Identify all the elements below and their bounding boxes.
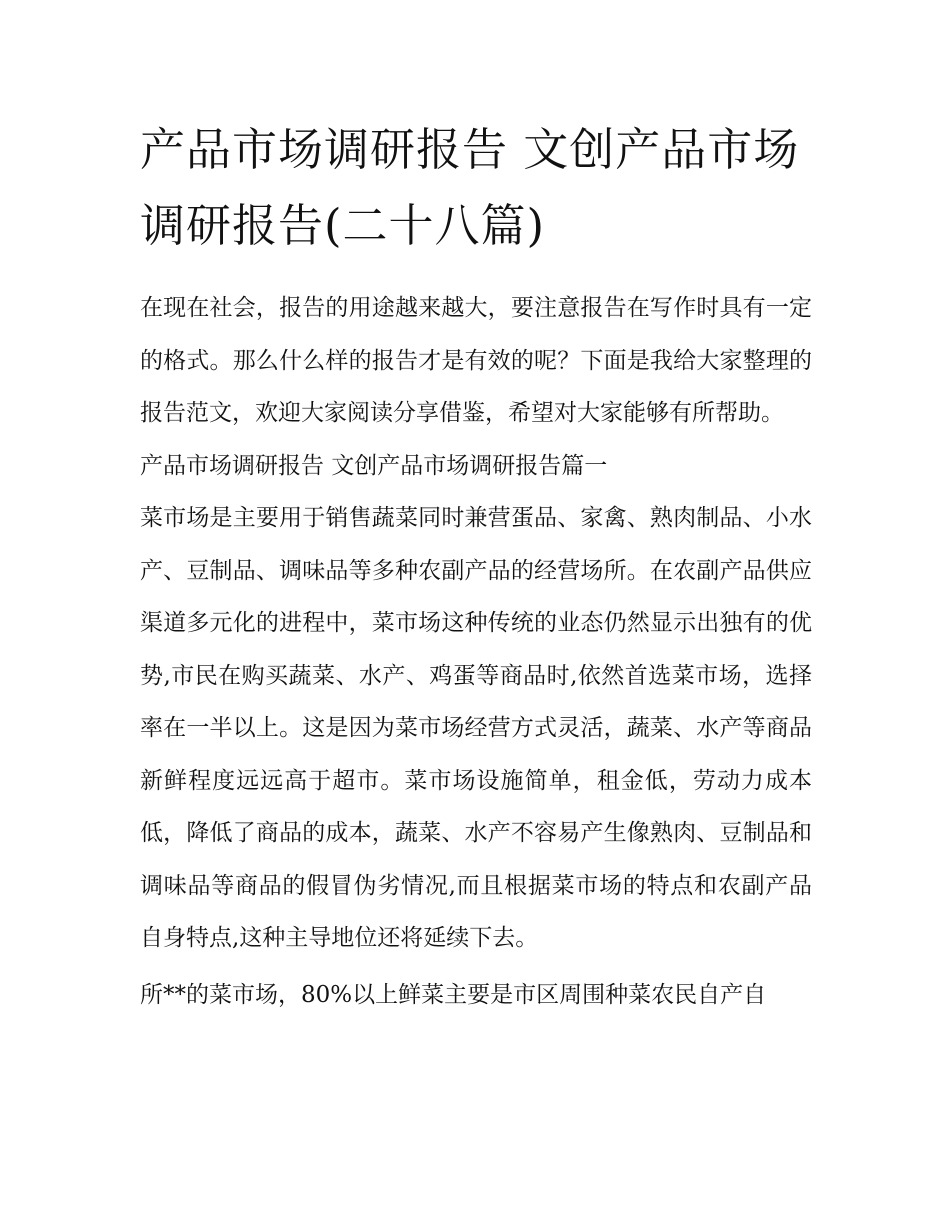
section-heading: 产品市场调研报告 文创产品市场调研报告篇一 — [140, 452, 608, 479]
document-title: 产品市场调研报告 文创产品市场调研报告(二十八篇) — [140, 123, 800, 252]
body-paragraph-1: 菜市场是主要用于销售蔬菜同时兼营蛋品、家禽、熟肉制品、小水产、豆制品、调味品等多种农副产品的经营场所。在农副产品供应渠道多元化的进程中，菜市场这种传统的业态仍然显示出独有的优势,市民在购买蔬菜、水产、鸡蛋等商品时,依然首选菜市场，选择率在一半以上。这是因为菜市场经营方式灵活，蔬菜、水产等商品新鲜程度远远高于超市。菜市场设施简单，租金低，劳动力成本低，降低了商品的成本，蔬菜、水产不容易产生像熟肉、豆制品和调味品等商品的假冒伪劣情况,而且根据菜市场的特点和农副产品自身特点,这种主导地位还将延续下去。 — [140, 505, 812, 951]
body-paragraph-2: 所**的菜市场，80%以上鲜菜主要是市区周围种菜农民自产自 — [140, 981, 767, 1008]
document-page — [140, 112, 812, 1021]
intro-paragraph: 在现在社会，报告的用途越来越大，要注意报告在写作时具有一定的格式。那么什么样的报告才是有效的呢？下面是我给大家整理的报告范文，欢迎大家阅读分享借鉴，希望对大家能够有所帮助。 — [140, 295, 812, 426]
